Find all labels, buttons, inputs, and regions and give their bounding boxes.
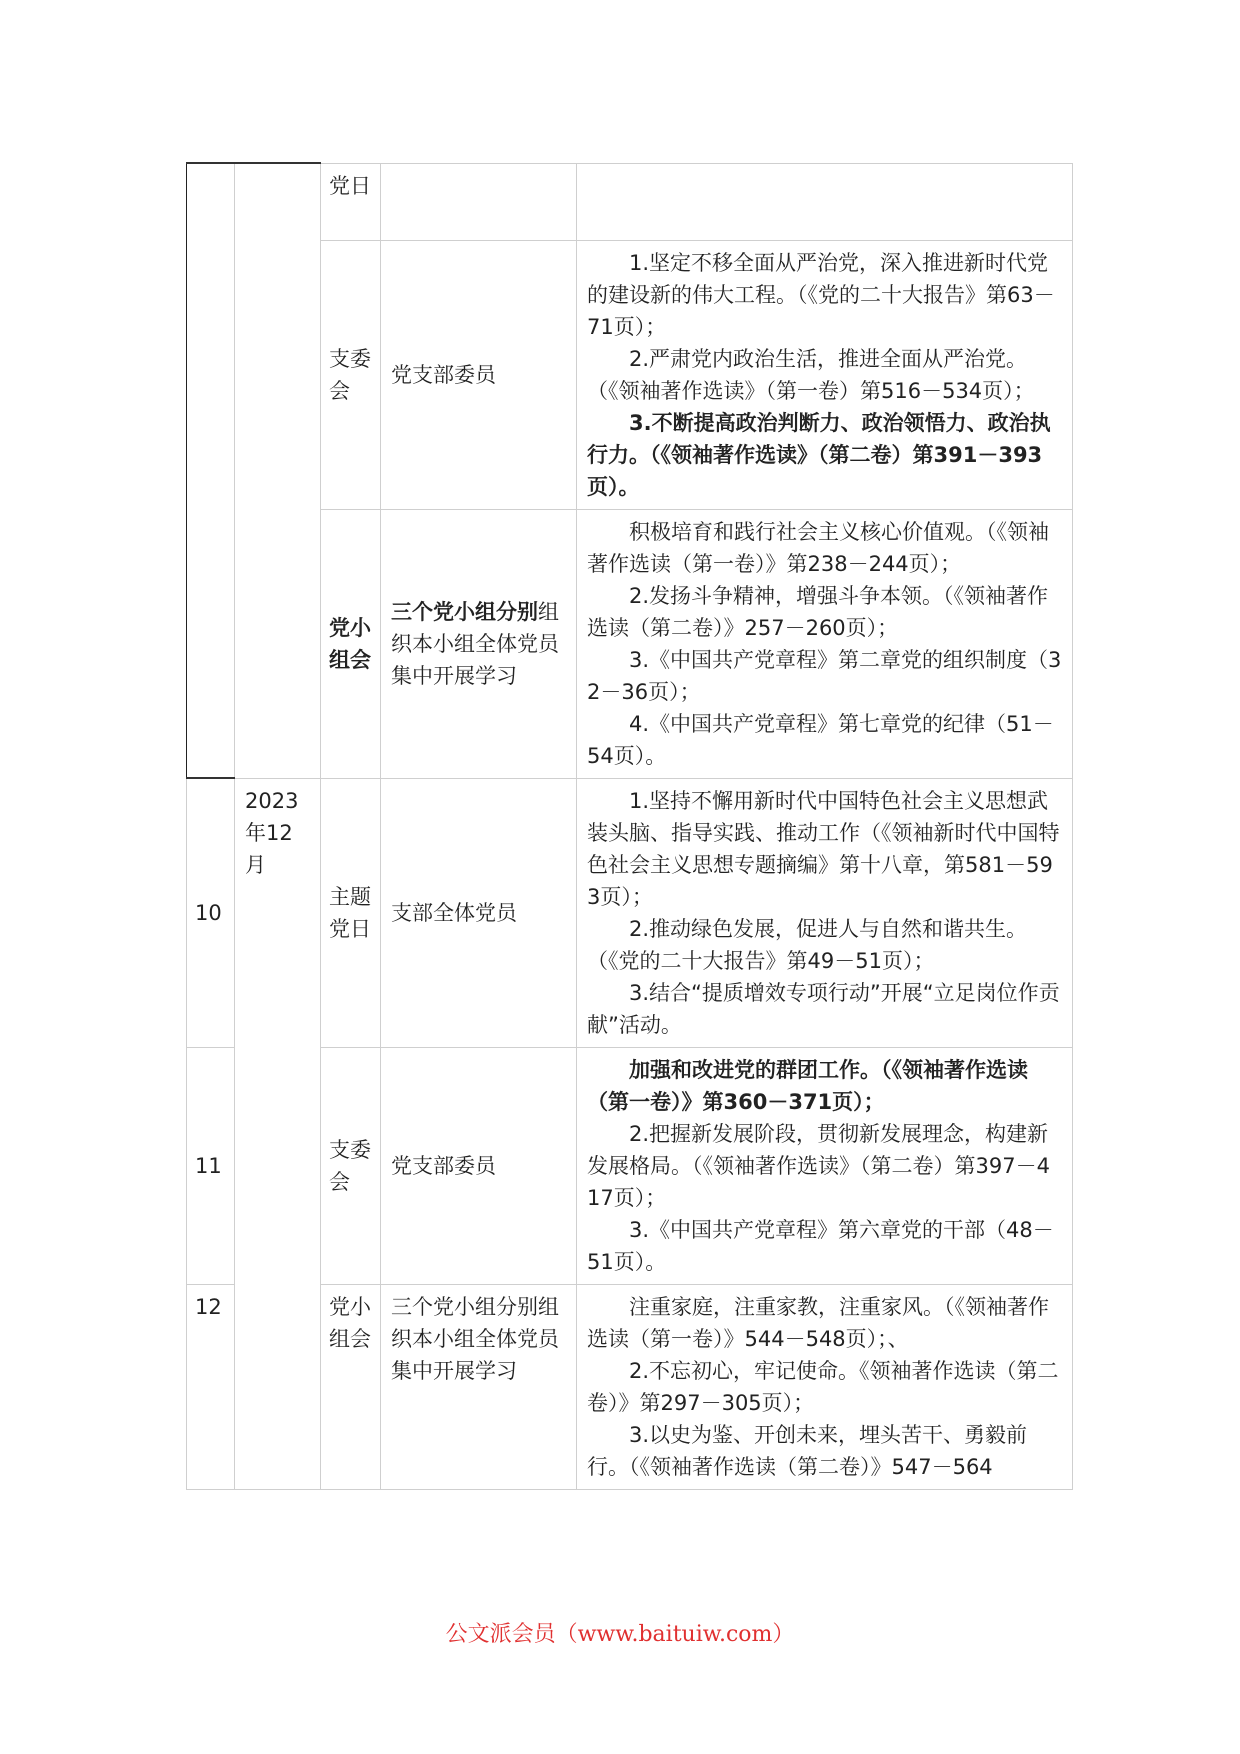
content-line: 加强和改进党的群团工作。（《领袖著作选读（第一卷）》第360－371页）； bbox=[587, 1057, 1028, 1114]
content-cell bbox=[577, 778, 1073, 1047]
content-line: 2.发扬斗争精神，增强斗争本领。（《领袖著作选读（第二卷）》257－260页）； bbox=[587, 583, 1049, 640]
footer-watermark: 公文派会员（www.baituiw.com） bbox=[445, 1622, 795, 1647]
content-line: 4.《中国共产党章程》第七章党的纪律（51－54页）。 bbox=[587, 711, 1054, 768]
participants-bold-text: 三个党小组分别 bbox=[391, 599, 538, 624]
row-number-cell: 11 bbox=[187, 1047, 235, 1284]
meeting-type-cell: 党日 bbox=[321, 163, 381, 240]
participants-cell: 三个党小组分别组织本小组全体党员集中开展学习 bbox=[381, 1284, 577, 1489]
study-plan-table bbox=[186, 162, 1073, 1490]
content-line: 3.结合“提质增效专项行动”开展“立足岗位作贡献”活动。 bbox=[587, 980, 1060, 1037]
content-line: 3.以史为鉴、开创未来，埋头苦干、勇毅前行。（《领袖著作选读（第二卷）》547－564 bbox=[587, 1422, 1028, 1479]
participants-cell: 党支部委员 bbox=[381, 1047, 577, 1284]
date-cell: 2023年12月 bbox=[235, 778, 321, 1489]
participants-cell: 党支部委员 bbox=[381, 240, 577, 509]
participants-cell: 支部全体党员 bbox=[381, 778, 577, 1047]
content-line: 积极培育和践行社会主义核心价值观。（《领袖著作选读（第一卷）》第238－244页）； bbox=[587, 519, 1049, 576]
content-line: 2.不忘初心，牢记使命。《领袖著作选读（第二卷）》第297－305页）； bbox=[587, 1358, 1059, 1415]
meeting-type-cell: 支委会 bbox=[321, 1047, 381, 1284]
meeting-type-cell: 主题党日 bbox=[321, 778, 381, 1047]
content-line: 1.坚持不懈用新时代中国特色社会主义思想武装头脑、指导实践、推动工作（《领袖新时代中国特色社会主义思想专题摘编》第十八章，第581－593页）； bbox=[587, 788, 1060, 909]
participants-cell bbox=[381, 509, 577, 778]
table-row bbox=[187, 778, 1073, 1047]
date-cell bbox=[235, 163, 321, 778]
meeting-type-cell: 党小组会 bbox=[321, 509, 381, 778]
content-line: 3.《中国共产党章程》第二章党的组织制度（32－36页）； bbox=[587, 647, 1062, 704]
content-line: 2.严肃党内政治生活，推进全面从严治党。（《领袖著作选读》（第一卷）第516－534页）； bbox=[587, 346, 1035, 403]
row-number-cell: 10 bbox=[187, 778, 235, 1047]
content-cell bbox=[577, 509, 1073, 778]
content-cell bbox=[577, 1284, 1073, 1489]
table-row bbox=[187, 163, 1073, 240]
content-line: 3.《中国共产党章程》第六章党的干部（48－51页）。 bbox=[587, 1217, 1054, 1274]
content-cell bbox=[577, 163, 1073, 240]
content-line: 3.不断提高政治判断力、政治领悟力、政治执行力。（《领袖著作选读》（第二卷）第391－393页）。 bbox=[587, 410, 1051, 499]
participants-text: 组织本小组全体党员集中开展学习 bbox=[391, 599, 559, 688]
content-line: 2.推动绿色发展，促进人与自然和谐共生。（《党的二十大报告》第49－51页）； bbox=[587, 916, 1028, 973]
meeting-type-cell: 支委会 bbox=[321, 240, 381, 509]
content-cell bbox=[577, 240, 1073, 509]
row-number-cell bbox=[187, 163, 235, 778]
content-cell bbox=[577, 1047, 1073, 1284]
meeting-type-cell: 党小组会 bbox=[321, 1284, 381, 1489]
row-number-cell: 12 bbox=[187, 1284, 235, 1489]
content-line: 注重家庭，注重家教，注重家风。（《领袖著作选读（第一卷）》544－548页）；、 bbox=[587, 1294, 1049, 1351]
content-line: 1.坚定不移全面从严治党，深入推进新时代党的建设新的伟大工程。（《党的二十大报告》第63－71页）； bbox=[587, 250, 1055, 339]
participants-cell bbox=[381, 163, 577, 240]
content-line: 2.把握新发展阶段，贯彻新发展理念，构建新发展格局。（《领袖著作选读》（第二卷）第397－417页）； bbox=[587, 1121, 1050, 1210]
